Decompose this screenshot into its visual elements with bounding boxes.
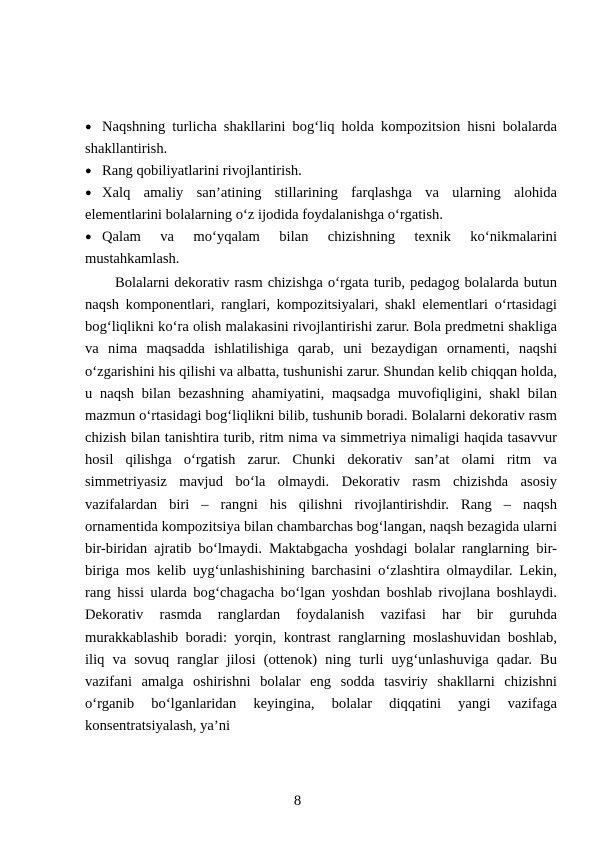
bullet-text: Xalq amaliy san’atining stillarining farqlashga va ularning alohida elementlarini bolalarning o‘z ijodida foydalanishga o‘rgatish. — [85, 185, 557, 223]
bullet-item — [85, 182, 557, 226]
document-page — [85, 116, 557, 737]
bullet-icon: ● — [85, 165, 92, 177]
bullet-item — [85, 160, 557, 182]
bullet-text: Rang qobiliyatlarini rivojlantirish. — [102, 163, 302, 179]
page-number: 8 — [293, 793, 302, 809]
bullet-text: Qalam va mo‘yqalam bilan chizishning texnik ko‘nikmalarini mustahkamlash. — [85, 229, 557, 267]
bullet-item — [85, 226, 557, 270]
bullet-icon: ● — [85, 187, 92, 199]
bullet-icon: ● — [85, 231, 92, 243]
bullet-text: Naqshning turlicha shakllarini bog‘liq holda kompozitsion hisni bolalarda shakllantirish. — [85, 119, 557, 157]
bullet-item — [85, 116, 557, 160]
bullet-icon: ● — [85, 121, 92, 133]
body-paragraph: Bolalarni dekorativ rasm chizishga o‘rgata turib, pedagog bolalarda butun naqsh komponentlari, ranglari, kompozitsiyalari, shakl elementlari o‘rtasidagi bog‘liqlikni ko‘ra olish malakasini rivojlantirishi zarur. Bola predmetni shakliga va nima maqsadda ishlatilishiga qarab, uni bezaydigan ornamenti, naqshi o‘zgarishini his qilishi va albatta, tushunishi zarur. Shundan kelib chiqqan holda, u naqsh bilan bezashning ahamiyatini, maqsadga muvofiqligini, shakl bilan mazmun o‘rtasidagi bog‘liqlikni bilib, tushunib boradi. Bolalarni dekorativ rasm chizish bilan tanishtira turib, ritm nima va simmetriya nimaligi haqida tasavvur hosil qilishga o‘rgatish zarur. Chunki dekorativ san’at olami ritm va simmetriyasiz mavjud bo‘la olmaydi. Dekorativ rasm chizishda asosiy vazifalardan biri – rangni his qilishni rivojlantirishdir. Rang – naqsh ornamentida kompozitsiya bilan chambarchas bog‘langan, naqsh bezagida ularni bir-biridan ajratib bo‘lmaydi. Maktabgacha yoshdagi bolalar ranglarning bir-biriga mos kelib uyg‘unlashishining barchasini o‘zlashtira olmaydilar. Lekin, rang hissi ularda bog‘chagacha bo‘lgan yoshdan boshlab rivojlana boshlaydi. Dekorativ rasmda ranglardan foydalanish vazifasi har bir guruhda murakkablashib boradi: yorqin, kontrast ranglarning moslashuvidan boshlab, iliq va sovuq ranglar jilosi (ottenok) ning turli uyg‘unlashuviga qadar. Bu vazifani amalga oshirishni bolalar eng sodda tasviriy shakllarni chizishni o‘rganib bo‘lganlaridan keyingina, bolalar diqqatini yangi vazifaga konsentratsiyalash, ya’ni — [85, 275, 557, 735]
